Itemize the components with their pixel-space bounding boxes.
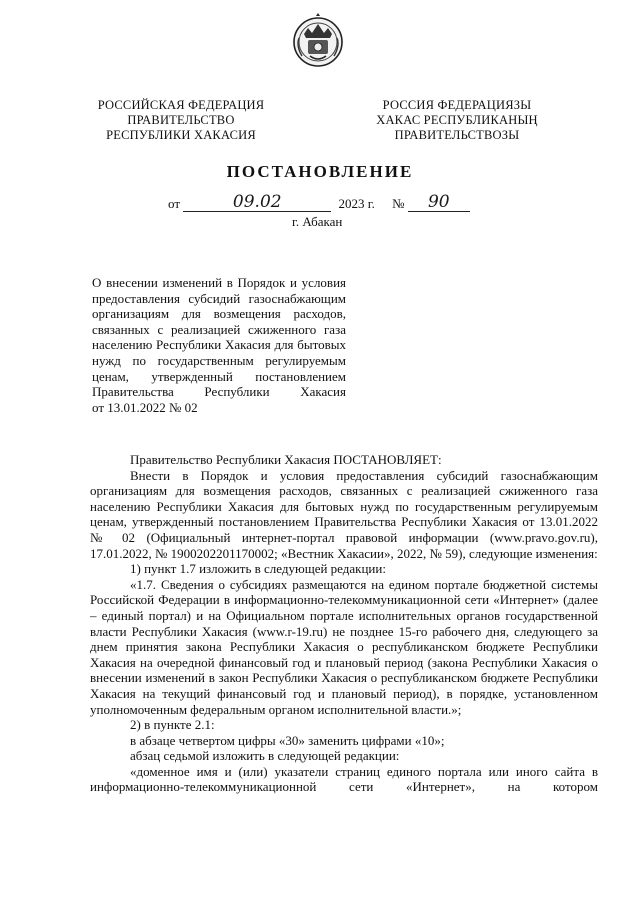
date-number-line bbox=[168, 192, 470, 215]
document-body bbox=[90, 452, 598, 795]
header-right-khakas bbox=[368, 98, 546, 143]
header-left-russian bbox=[92, 98, 270, 143]
header-right-line: ПРАВИТЕЛЬСТВОЗЫ bbox=[394, 128, 520, 142]
body-paragraph: «1.7. Сведения о субсидиях размещаются на едином портале бюджетной системы Российской Федерации в информационно-телекоммуникационной сети «Интернет» (далее – единый портал) и на Официальном портале исполнительных органов государственной власти Республики Хакасия (www.r-19.ru) не позднее 15-го рабочего дня, следующего за днем принятия закона Республики Хакасия о республиканском бюджете Республики Хакасия на очередной финансовый год и плановый период (закона Республики Хакасия о внесении изменений в закон Республики Хакасия о республиканском бюджете Республики Хакасия на текущий финансовый год и плановый период), в порядке, установленном уполномоченным федеральным органом исполнительной власти.»; bbox=[90, 576, 598, 717]
subject-line: населению Республики Хакасия для бытовых bbox=[92, 337, 346, 353]
subject-line: организациям для возмещения расходов, bbox=[92, 306, 346, 322]
handwritten-number: 90 bbox=[427, 192, 450, 212]
header-right-line: РОССИЯ ФЕДЕРАЦИЯЗЫ bbox=[382, 98, 532, 112]
subject-line: О внесении изменений в Порядок и условия bbox=[92, 275, 346, 290]
body-paragraph: Правительство Республики Хакасия ПОСТАНОВЛЯЕТ: bbox=[130, 452, 442, 467]
number-blank bbox=[408, 192, 470, 212]
subject-line: связанных с реализацией сжиженного газа bbox=[92, 321, 346, 337]
coat-of-arms-emblem bbox=[290, 12, 346, 68]
number-label: № bbox=[392, 196, 405, 211]
header-left-line: РОССИЙСКАЯ ФЕДЕРАЦИЯ bbox=[97, 98, 265, 112]
body-paragraph: абзац седьмой изложить в следующей редакции: bbox=[130, 748, 400, 764]
subject-line: ценам, утвержденный постановлением bbox=[92, 368, 346, 384]
subject-block bbox=[92, 275, 346, 415]
header-left-line: ПРАВИТЕЛЬСТВО bbox=[127, 113, 235, 127]
header-left-line: РЕСПУБЛИКИ ХАКАСИЯ bbox=[106, 128, 256, 142]
body-paragraph: «доменное имя и (или) указатели страниц единого портала или иного сайта в информационно-телекоммуникационной сети «Интернет», на котором bbox=[90, 763, 598, 795]
subject-line: от 13.01.2022 № 02 bbox=[92, 399, 198, 415]
from-label: от bbox=[168, 196, 181, 211]
handwritten-date: 09.02 bbox=[232, 192, 282, 212]
body-paragraph: в абзаце четвертом цифры «30» заменить цифрами «10»; bbox=[130, 732, 445, 748]
document-title: ПОСТАНОВЛЕНИЕ bbox=[226, 162, 414, 181]
body-paragraph: Внести в Порядок и условия предоставления субсидий газоснабжающим организациям для возмещения расходов, связанных с реализацией сжиженного газа населению Республики Хакасия для бытовых нужд по государственным регулируемым ценам, утвержденный постановлением Правительства Республики Хакасия от 13.01.2022 № 02 (Официальный интернет-портал правовой информации (www.pravo.gov.ru), 17.01.2022, № 1900202201170002; «Вестник Хакасии», 2022, № 59), следующие изменения: bbox=[90, 467, 598, 561]
subject-line: нужд по государственным регулируемым bbox=[92, 352, 346, 368]
year-label: 2023 г. bbox=[338, 196, 375, 211]
subject-line: Правительства Республики Хакасия bbox=[92, 384, 346, 400]
date-blank bbox=[183, 192, 331, 212]
body-paragraph: 2) в пункте 2.1: bbox=[130, 717, 215, 733]
city-label: г. Абакан bbox=[292, 214, 343, 229]
body-paragraph: 1) пункт 1.7 изложить в следующей редакции: bbox=[130, 561, 386, 577]
header-right-line: ХАКАС РЕСПУБЛИКАНЫҢ bbox=[376, 113, 538, 127]
subject-line: предоставления субсидий газоснабжающим bbox=[92, 290, 346, 306]
